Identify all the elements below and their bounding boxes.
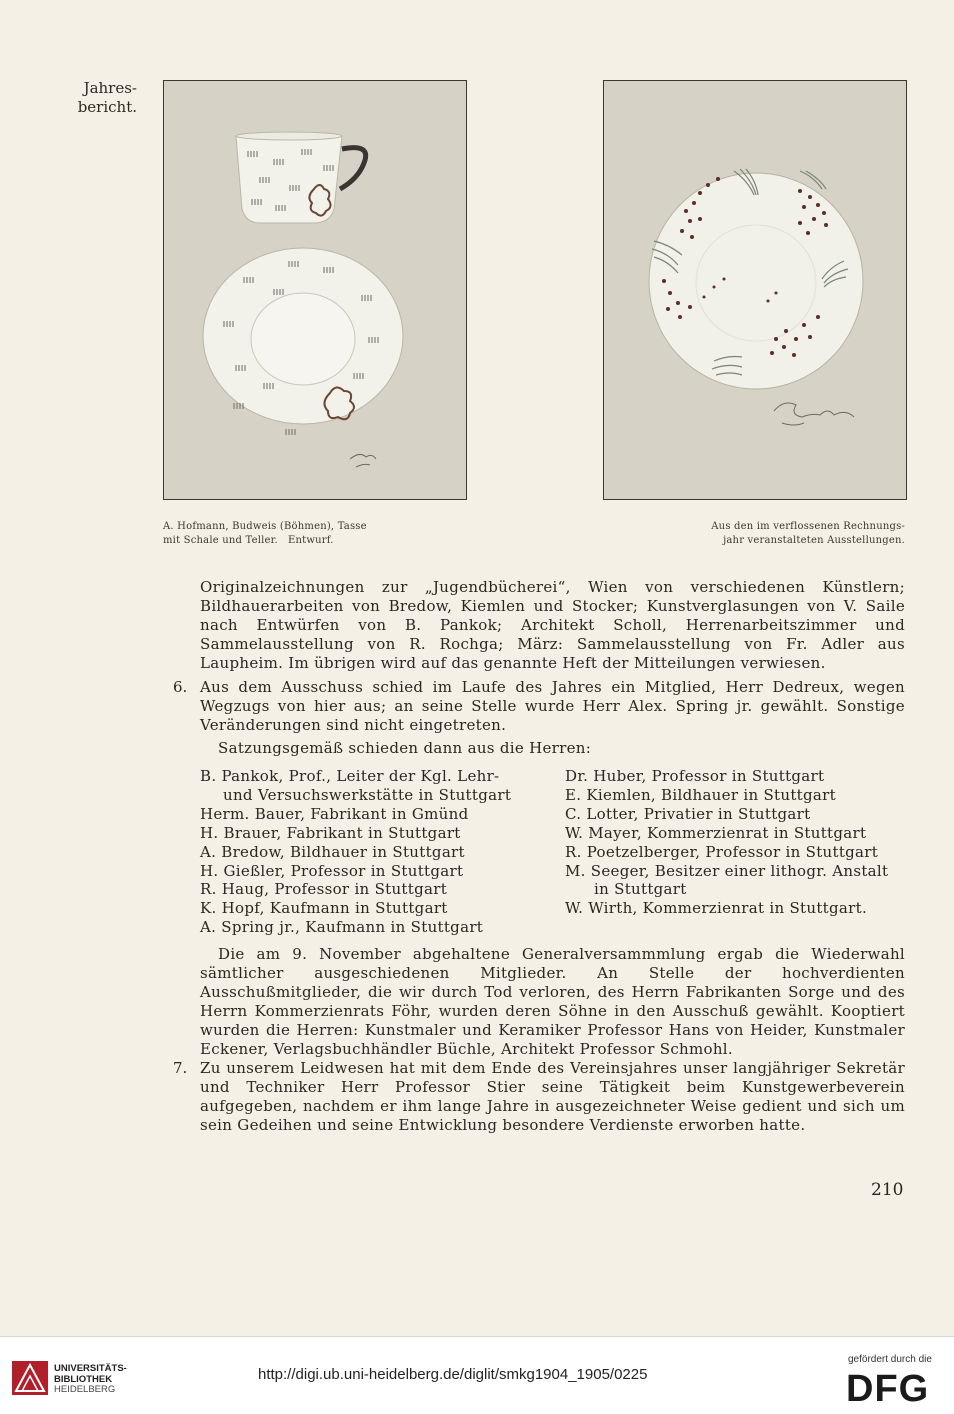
plate-cup-and-saucer [163, 80, 467, 500]
cup-saucer-illustration [164, 81, 466, 499]
paragraph-generalversammlung [200, 945, 905, 1058]
paragraph-text: Satzungsgemäß schieden dann aus die Herren: [218, 739, 592, 757]
paragraph-text: Originalzeichnungen zur „Jugendbücherei“, Wien von verschiedenen Künstlern; Bildhauerarbeiten von Bredow, Kiemlen und Stocker; Kunstverglasungen von V. Saile nach Entwürfen von B. Pankok; Architekt Scholl, Herrenarbeitszimmer und Sammelausstellung von R. Rochga; März: Sammelausstellung von Fr. Adler aus Laupheim. Im übrigen wird auf das genannte Heft der Mitteilungen verwiesen. [200, 578, 905, 672]
members-list-right [565, 767, 910, 918]
member-entry: C. Lotter, Privatier in Stuttgart [565, 804, 811, 823]
paragraph-item-6 [200, 678, 905, 735]
caption-left-line: A. Hofmann, Budweis (Böhmen), Tasse [163, 521, 367, 532]
member-entry: und Versuchswerkstätte in Stuttgart [223, 785, 512, 804]
dfg-logo[interactable]: DFG [846, 1368, 930, 1410]
caption-right-line: Aus den im verflossenen Rechnungs- [711, 521, 905, 532]
member-entry: K. Hopf, Kaufmann in Stuttgart [200, 899, 448, 918]
member-entry: R. Haug, Professor in Stuttgart [200, 880, 448, 899]
member-entry: A. Bredow, Bildhauer in Stuttgart [200, 842, 465, 861]
member-entry: A. Spring jr., Kaufmann in Stuttgart [200, 918, 484, 937]
library-name-line: HEIDELBERG [54, 1384, 116, 1395]
member-entry: W. Wirth, Kommerzienrat in Stuttgart. [565, 899, 868, 918]
member-entry: M. Seeger, Besitzer einer lithogr. Anstalt [565, 861, 889, 880]
plate-decorated-dish [603, 80, 907, 500]
page-number: 210 [871, 1180, 904, 1200]
viewer-footer [0, 1336, 954, 1414]
item-number-6: 6. [173, 678, 188, 696]
paragraph-satzung [218, 739, 905, 758]
margin-note [73, 79, 137, 117]
paragraph-text: Zu unserem Leidwesen hat mit dem Ende des Vereinsjahres unser langjähriger Sekretär und Techniker Herr Professor Stier seine Tätigkeit beim Kunstgewerbeverein aufgegeben, nachdem er ihm lange Jahre in ausgezeichneter Weise gedient und sich um sein Gedeihen und seine Entwicklung besondere Verdienste erworben hatte. [200, 1059, 905, 1134]
permalink-url[interactable]: http://digi.ub.uni-heidelberg.de/diglit/smkg1904_1905/0225 [258, 1366, 648, 1383]
members-list-left [200, 767, 550, 937]
university-library-name[interactable] [54, 1364, 127, 1396]
member-entry: Dr. Huber, Professor in Stuttgart [565, 767, 825, 785]
paragraph-item-7 [200, 1059, 905, 1135]
library-name-line: BIBLIOTHEK [54, 1373, 113, 1385]
library-name-line: UNIVERSITÄTS- [54, 1363, 127, 1374]
margin-note-line: Jahres- [83, 79, 137, 97]
dish-illustration [604, 81, 906, 499]
member-entry: B. Pankok, Prof., Leiter der Kgl. Lehr- [200, 767, 500, 785]
university-library-logo-icon[interactable] [12, 1361, 48, 1395]
paragraph-text: Die am 9. November abgehaltene Generalversammmlung ergab die Wiederwahl sämtlicher ausgeschiedenen Mitglieder. An Stelle der hochverdienten Ausschußmitglieder, die wir durch Tod verloren, des Herrn Fabrikanten Sorge und des Herrn Kommerzienrats Föhr, wurden deren Söhne in den Ausschuß gewählt. Kooptiert wurden die Herren: Kunstmaler und Keramiker Professor Hans von Heider, Kunstmaler Eckener, Verlagsbuchhändler Büchle, Architekt Professor Schmohl. [200, 945, 905, 1058]
paragraph-text: Aus dem Ausschuss schied im Laufe des Jahres ein Mitglied, Herr Dedreux, wegen Wegzugs von hier aus; an seine Stelle wurde Herr Alex. Spring jr. gewählt. Sonstige Veränderungen sind nicht eingetreten. [200, 678, 905, 734]
member-entry: W. Mayer, Kommerzienrat in Stuttgart [565, 823, 867, 842]
member-entry: Herm. Bauer, Fabrikant in Gmünd [200, 804, 469, 823]
member-entry: in Stuttgart [594, 880, 687, 899]
caption-left [163, 520, 463, 548]
member-entry: H. Gießler, Professor in Stuttgart [200, 861, 464, 880]
caption-left-line: mit Schale und Teller. Entwurf. [163, 535, 334, 546]
member-entry: R. Poetzelberger, Professor in Stuttgart [565, 842, 879, 861]
paragraph-exhibitions [200, 578, 905, 673]
member-entry: H. Brauer, Fabrikant in Stuttgart [200, 823, 461, 842]
margin-note-line: bericht. [77, 98, 137, 116]
caption-right [603, 520, 905, 548]
funding-note: gefördert durch die [848, 1354, 932, 1365]
caption-right-line: jahr veranstalteten Ausstellungen. [723, 535, 905, 546]
item-number-7: 7. [173, 1059, 188, 1077]
member-entry: E. Kiemlen, Bildhauer in Stuttgart [565, 785, 836, 804]
